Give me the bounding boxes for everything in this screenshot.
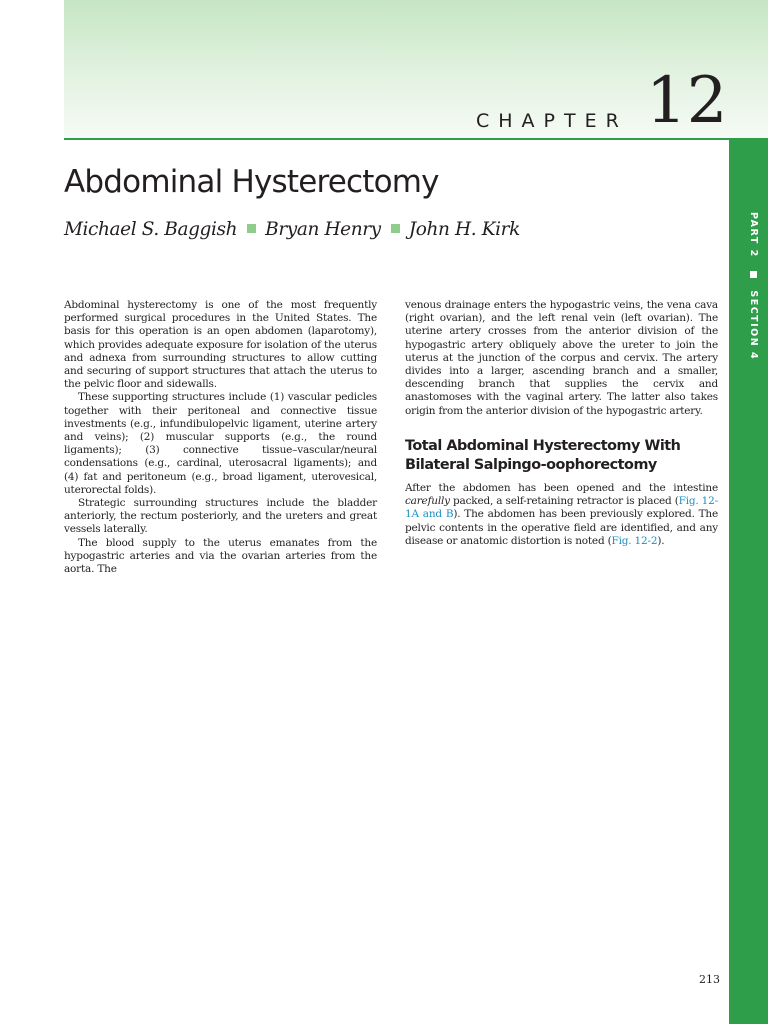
paragraph: These supporting structures include (1) vascular pedicles together with their peritoneal and connective tissue investments (e.g., infundibulopelvic ligament, uterine artery and veins); (2) muscular supports (e.g., the round ligaments); (3) connective tissue–vascular/neural condensations (e.g., cardinal, uterosacral ligaments); and (4) fat and peritoneum (e.g., broad ligament, uterovesical, uterorectal folds).	[64, 391, 377, 496]
chapter-label: CHAPTER	[476, 110, 628, 132]
emphasis-text: carefully	[405, 495, 450, 508]
left-column	[64, 299, 377, 576]
author-line	[64, 219, 520, 240]
side-tab-section: SECTION 4	[748, 290, 759, 361]
section-heading: Total Abdominal Hysterectomy With Bilateral Salpingo-oophorectomy	[405, 438, 681, 473]
figure-link[interactable]: Fig. 12-2	[611, 534, 658, 547]
paragraph: Abdominal hysterectomy is one of the most frequently performed surgical procedures in the United States. The basis for this operation is an open abdomen (laparotomy), which provides adequate exposure for isolation of the uterus and adnexa from surrounding structures to allow cutting and securing of support structures that attach the uterus to the pelvic floor and sidewalls.	[64, 299, 377, 391]
author-name: John H. Kirk	[408, 219, 520, 240]
author-name: Bryan Henry	[265, 219, 381, 240]
header-rule	[64, 138, 768, 140]
side-tab-square	[750, 271, 757, 278]
right-column	[405, 299, 718, 418]
paragraph: Strategic surrounding structures include the bladder anteriorly, the rectum posteriorly, and the ureters and great vessels laterally.	[64, 497, 377, 536]
author-separator	[247, 224, 256, 233]
chapter-number: 12	[646, 64, 728, 138]
text-run: packed, a self-retaining retractor is placed (	[449, 495, 679, 508]
page-title: Abdominal Hysterectomy	[64, 164, 439, 200]
paragraph: venous drainage enters the hypogastric veins, the vena cava (right ovarian), and the left renal vein (left ovarian). The uterine artery crosses from the anterior division of the hypogastric artery obliquely above the ureter to join the uterus at the junction of the corpus and cervix. The artery divides into a larger, ascending branch and a smaller, descending branch that supplies the cervix and anastomoses with the vaginal artery. The latter also takes origin from the anterior division of the hypogastric artery.	[405, 299, 718, 417]
author-name: Michael S. Baggish	[64, 219, 238, 240]
text-run: ).	[657, 534, 665, 547]
paragraph	[405, 482, 718, 548]
paragraph: The blood supply to the uterus emanates from the hypogastric arteries and via the ovarian arteries from the aorta. The	[64, 536, 377, 576]
figure-link[interactable]: Fig. 12-1A and B	[405, 495, 718, 521]
author-separator	[391, 224, 400, 233]
page-number: 213	[699, 973, 720, 986]
side-tab-part: PART 2	[748, 212, 759, 258]
side-tab-text	[748, 212, 759, 360]
text-run: After the abdomen has been opened and the intestine	[405, 482, 718, 494]
right-column-lower	[405, 482, 718, 548]
text-run: ). The abdomen has been previously explored. The pelvic contents in the operative field are identified, and any disease or anatomic distortion is noted (	[405, 508, 718, 547]
